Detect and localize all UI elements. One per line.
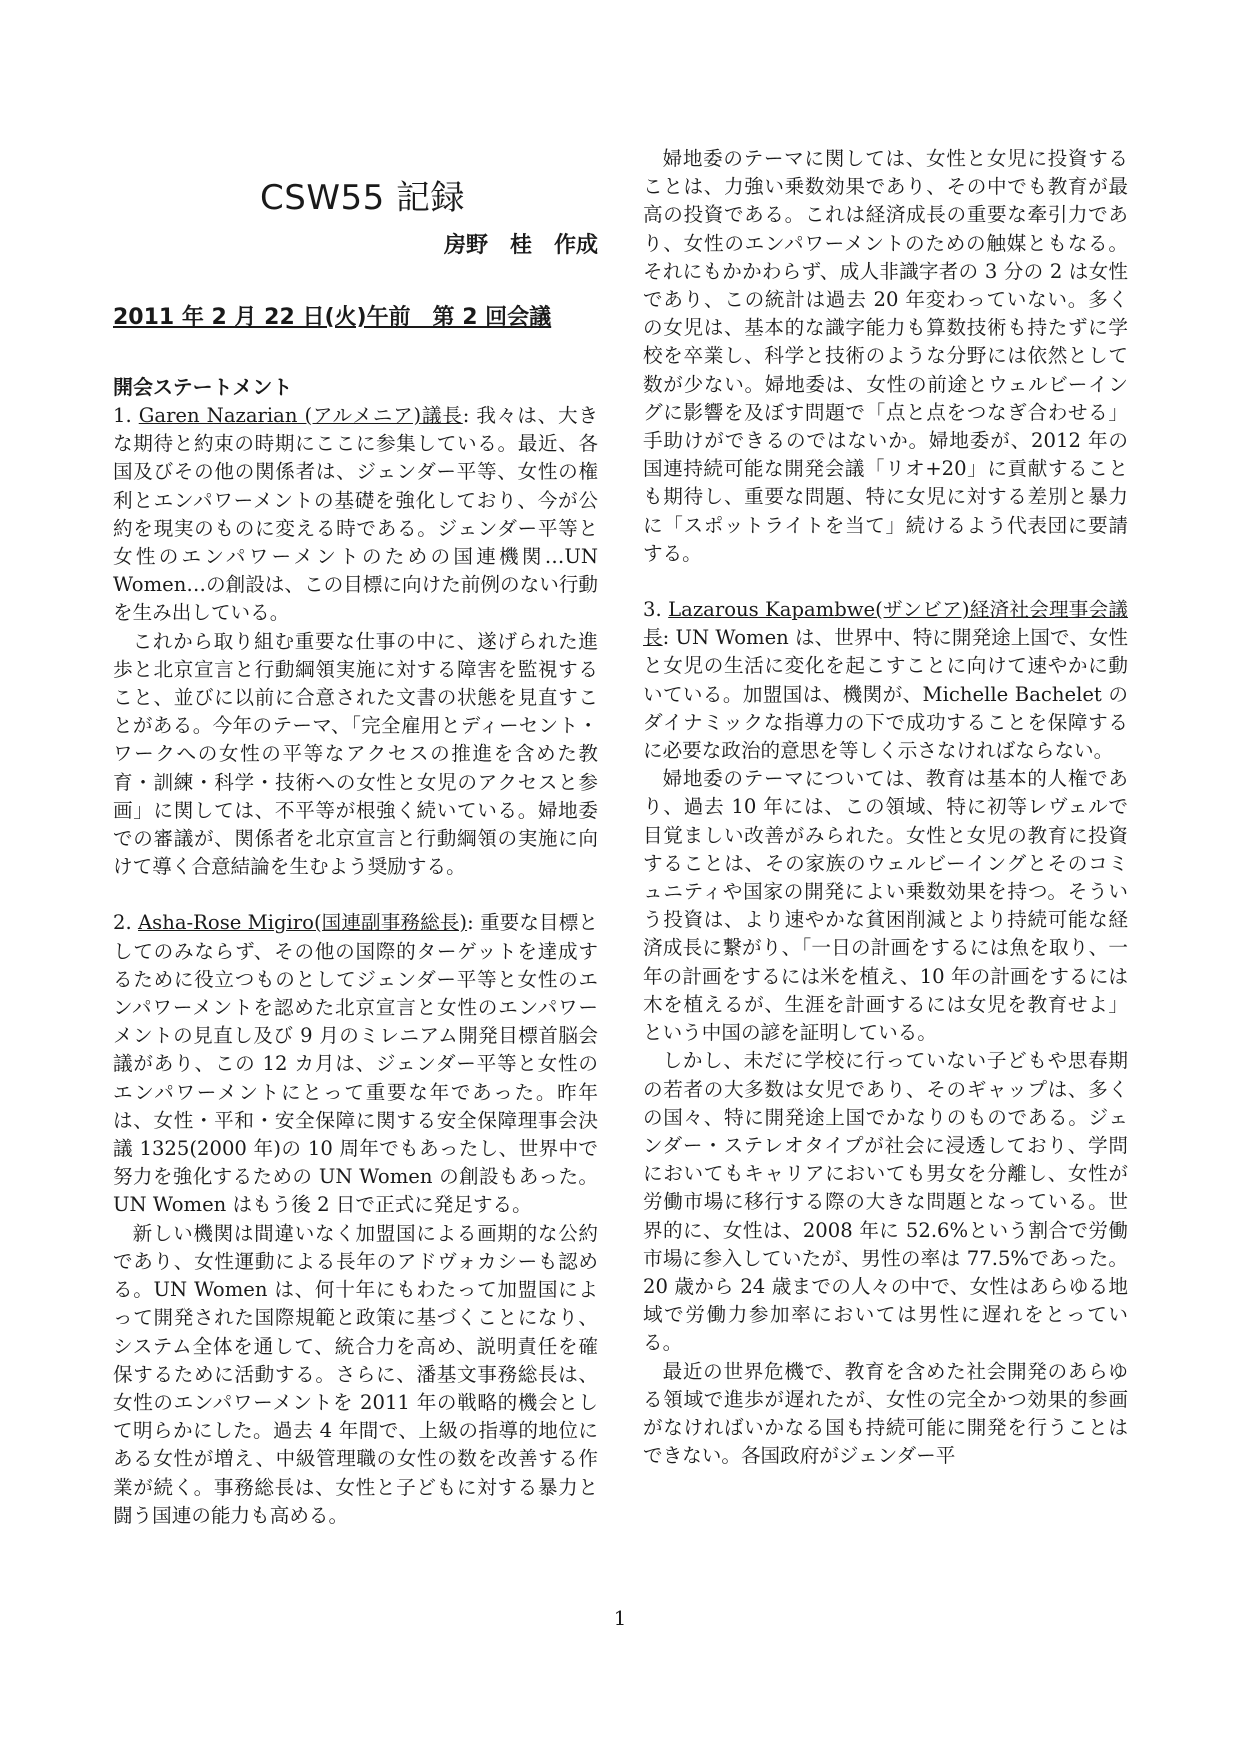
session-heading: 2011 年 2 月 22 日(火)午前 第 2 回会議 [113,305,552,330]
speaker-1-colon: : [462,404,470,427]
speaker-3-text: UN Women は、世界中、特に開発途上国で、女性と女児の生活に変化を起こすことに向けて速やかに動いている。加盟国は、機関が、Michelle Bachelet のダイナミックな指導力の下で成功することを保障するに必要な政治的意思を等しく示さなければならない。 [643,626,1129,763]
spacer [113,881,598,909]
speaker-1-paragraph-2: これから取り組む重要な仕事の中に、遂げられた進歩と北京宣言と行動綱領実施に対する障害を監視すること、並びに以前に合意された文書の状態を見直すことがある。今年のテーマ、「完全雇用とディーセント・ワークへの女性の平等なアクセスの推進を含めた教育・訓練・科学・技術への女性と女児のアクセスと参画」に関しては、不平等が根強く続いている。婦地委での審議が、関係者を北京宣言と行動綱領の実施に向けて導く合意結論を生むよう奨励する。 [113,629,598,879]
section-heading: 開会ステートメント [113,375,293,399]
speaker-2-paragraph-2: 新しい機関は間違いなく加盟国による画期的な公約であり、女性運動による長年のアドヴォカシーも認める。UN Women は、何十年にもわたって加盟国によって開発された国際規範と政策に基づくことになり、システム全体を通して、統合力を高め、説明責任を確保するために活動する。さらに、潘基文事務総長は、女性のエンパワーメントを 2011 年の戦略的機会として明らかにした。過去 4 年間で、上級の指導的地位にある女性が増え、中級管理職の女性の数を改善する作業が続く。事務総長は、女性と子どもに対する暴力と闘う国連の能力も高める。 [113,1221,598,1527]
spacer [643,568,1128,596]
speaker-1-name: Garen Nazarian (アルメニア)議長 [138,404,463,427]
speaker-3-paragraph-3: しかし、未だに学校に行っていない子どもや思春期の若者の大多数は女児であり、そのギャップは、多くの国々、特に開発途上国でかなりのものである。ジェンダー・ステレオタイプが社会に浸透しており、学問においてもキャリアにおいても男女を分離し、女性が労働市場に移行する際の大きな問題となっている。世界的に、女性は、2008 年に 52.6%という割合で労働市場に参入していたが、男性の率は 77.5%であった。20 歳から 24 歳までの人々の中で、女性はあらゆる地域で労働力参加率においては男性に遅れをとっている。 [643,1049,1128,1355]
speaker-3-paragraph-1 [643,596,1128,765]
speaker-2-paragraph-3: 婦地委のテーマに関しては、女性と女児に投資することは、力強い乗数効果であり、その中でも教育が最高の投資である。これは経済成長の重要な牽引力であり、女性のエンパワーメントのための触媒ともなる。それにもかかわらず、成人非識字者の 3 分の 2 は女性であり、この統計は過去 20 年変わっていない。多くの女児は、基本的な識字能力も算数技術も持たずに学校を卒業し、科学と技術のような分野には依然として数が少ない。婦地委は、女性の前途とウェルビーイングに影響を及ぼす問題で「点と点をつなぎ合わせる」手助けができるのではないか。婦地委が、2012 年の国連持続可能な開発会議「リオ+20」に貢献することも期待し、重要な問題、特に女児に対する差別と暴力に「スポットライトを当て」続けるよう代表団に要請する。 [643,147,1128,565]
speaker-1-paragraph-1 [113,402,598,628]
speaker-3-number: 3. [643,598,669,622]
right-column [643,145,1128,1470]
speaker-3-paragraph-4: 最近の世界危機で、教育を含めた社会開発のあらゆる領域で進歩が遅れたが、女性の完全かつ効果的参画がなければいかなる国も持続可能に開発を行うことはできない。各国政府がジェンダー平 [643,1359,1128,1468]
page-number: 1 [613,1606,627,1630]
speaker-3-name: Lazarous Kapambwe(ザンビア)経済社会理事会議長 [643,598,1128,650]
speaker-1-number: 1. [113,404,139,427]
speaker-2-number: 2. [113,911,139,935]
document-title: CSW55 記録 [260,178,466,218]
speaker-2-name: Asha-Rose Migiro(国連副事務総長) [138,911,468,935]
left-column [113,372,598,1530]
speaker-2-paragraph-1 [113,909,598,1219]
speaker-2-text: 重要な目標としてのみならず、その他の国際的ターゲットを達成するために役立つものとしてジェンダー平等と女性のエンパワーメントを認めた北京宣言と女性のエンパワーメントの見直し及び 9 月のミレニアム開発目標首脳会議があり、この 12 カ月は、ジェンダー平等と女性のエンパワーメントにとって重要な年であった。昨年は、女性・平和・安全保障に関する安全保障理事会決議 1325(2000 年)の 10 周年でもあったし、世界中で努力を強化するための UN Women の創設もあった。UN Women はもう後 2 日で正式に発足する。 [113,911,598,1217]
author-line: 房野 桂 作成 [443,233,598,258]
speaker-3-colon: : [662,626,670,650]
speaker-3-paragraph-2: 婦地委のテーマについては、教育は基本的人権であり、過去 10 年には、この領域、特に初等レヴェルで目覚ましい改善がみられた。女性と女児の教育に投資することは、その家族のウェルビーイングとそのコミュニティや国家の開発によい乗数効果を持つ。そういう投資は、より速やかな貧困削減とより持続可能な経済成長に繋がり、「一日の計画をするには魚を取り、一年の計画をするには米を植え、10 年の計画をするには木を植えるが、生涯を計画するには女児を教育せよ」という中国の諺を証明している。 [643,767,1128,1045]
speaker-1-text: 我々は、大きな期待と約束の時期にここに参集している。最近、各国及びその他の関係者は、ジェンダー平等、女性の権利とエンパワーメントの基礎を強化しており、今が公約を現実のものに変える時である。ジェンダー平等と女性のエンパワーメントのための国連機関…UN Women…の創設は、この目標に向けた前例のない行動を生み出している。 [113,404,598,625]
speaker-2-colon: : [467,911,474,935]
